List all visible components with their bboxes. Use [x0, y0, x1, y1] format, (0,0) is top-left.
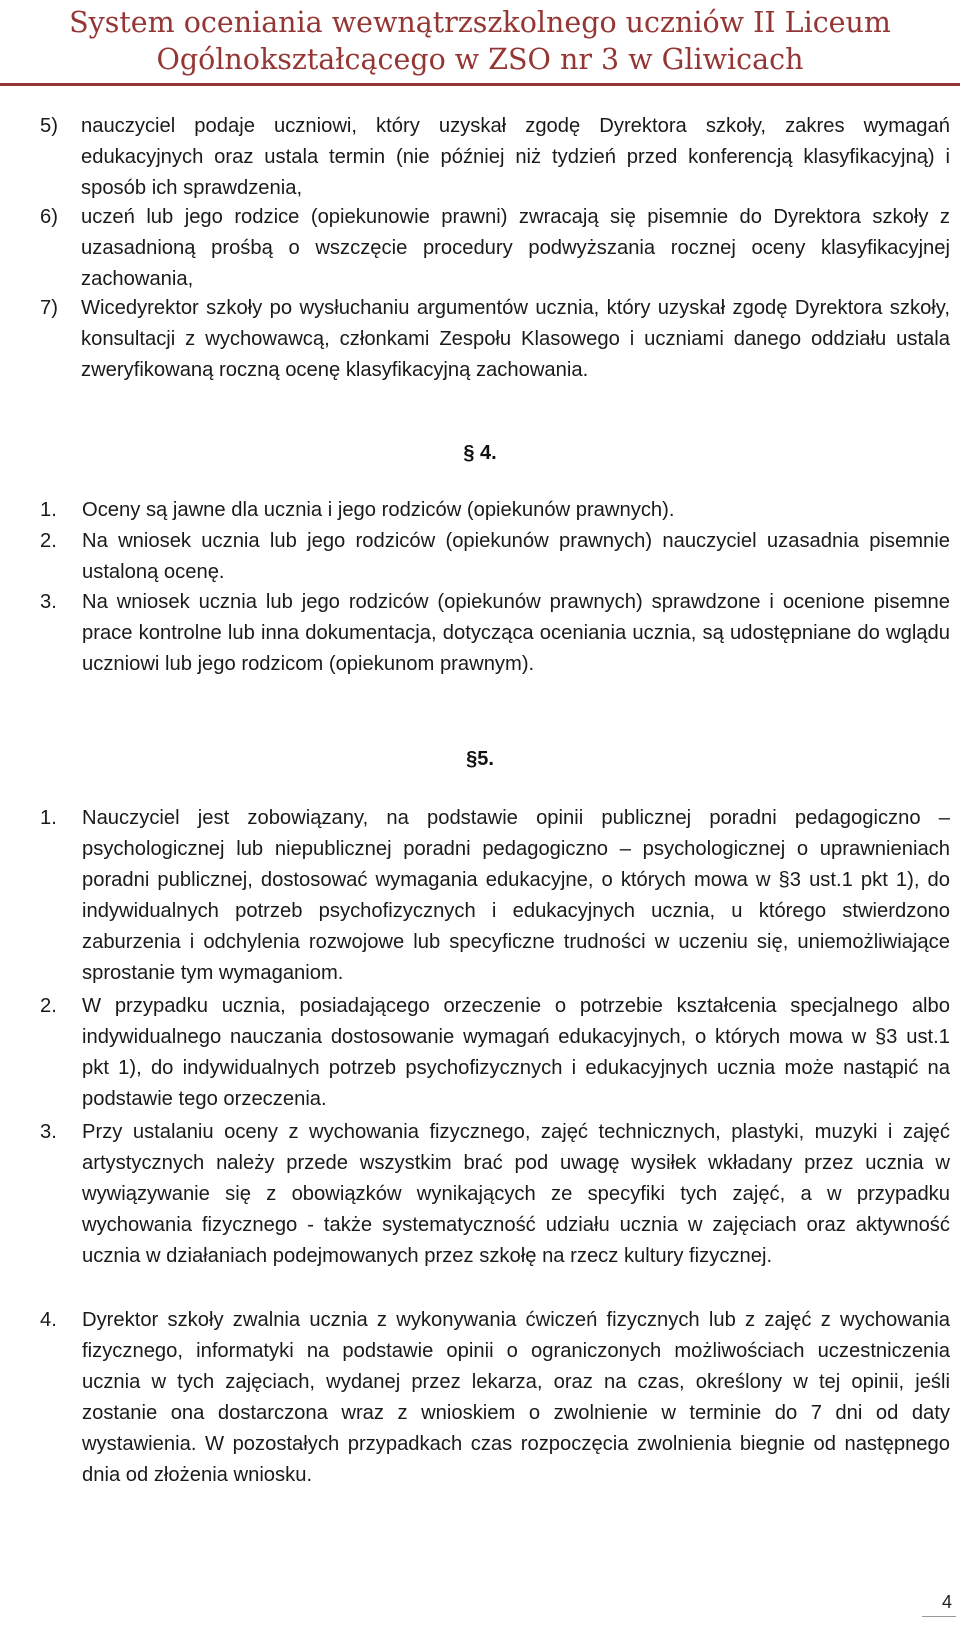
list-item: [40, 587, 950, 680]
list-item-text: Na wniosek ucznia lub jego rodziców (opiekunów prawnych) sprawdzone i ocenione pisemne prace kontrolne lub inna dokumentacja, dotycząca oceniania ucznia, są udostępniane do wglądu uczniowi lub jego rodzicom (opiekunom prawnym).: [82, 591, 950, 675]
list-item-text: Na wniosek ucznia lub jego rodziców (opiekunów prawnych) nauczyciel uzasadnia pisemnie ustaloną ocenę.: [82, 530, 950, 583]
list-item: [40, 1305, 950, 1491]
list-item-text: Przy ustalaniu oceny z wychowania fizycznego, zajęć technicznych, plastyki, muzyki i zajęć artystycznych należy przede wszystkim brać pod uwagę wysiłek wkładany przez ucznia w wywiązywanie się z obowiązków wynikających ze specyfiki tych zajęć, a w przypadku wychowania fizycznego - także systematyczność udziału ucznia w zajęciach oraz aktywność ucznia w działaniach podejmowanych przez szkołę na rzecz kultury fizycznej.: [82, 1121, 950, 1267]
list-item: [40, 111, 950, 204]
page-number-rule: [922, 1616, 956, 1617]
list-item: [40, 526, 950, 588]
list-item: [40, 803, 950, 989]
list-item-text: W przypadku ucznia, posiadającego orzeczenie o potrzebie kształcenia specjalnego albo indywidualnego nauczania dostosowanie wymagań edukacyjnych, o których mowa w §3 ust.1 pkt 1), do indywidualnych potrzeb psychofizycznych i edukacyjnych ucznia może nastąpić na podstawie tego orzeczenia.: [82, 995, 950, 1110]
list-item: [40, 202, 950, 295]
list-item-number: 3.: [40, 1121, 57, 1143]
section-heading-4: § 4.: [463, 442, 497, 464]
page-number: 4: [941, 1592, 952, 1612]
list-item: [40, 991, 950, 1115]
list-item-number: 7): [40, 297, 58, 319]
list-item-number: 2.: [40, 995, 57, 1017]
page-header: [0, 0, 960, 86]
document-title: System oceniania wewnątrzszkolnego uczniów II Liceum Ogólnokształcącego w ZSO nr 3 w Gliwicach: [69, 6, 891, 76]
list-item: [40, 293, 950, 386]
list-item-number: 2.: [40, 530, 57, 552]
list-item-number: 5): [40, 115, 58, 137]
list-item: [40, 1117, 950, 1272]
list-item-text: Nauczyciel jest zobowiązany, na podstawie opinii publicznej poradni pedagogiczno – psychologicznej lub niepublicznej poradni pedagogiczno – psychologicznej o uprawnieniach poradni publicznej, dostosować wymagania edukacyjne, o których mowa w §3 ust.1 pkt 1), do indywidualnych potrzeb psychofizycznych i edukacyjnych ucznia, u którego stwierdzono zaburzenia i odchylenia rozwojowe lub specyficzne trudności w uczeniu się, uniemożliwiające sprostanie tym wymaganiom.: [82, 807, 950, 984]
list-item-text: Dyrektor szkoły zwalnia ucznia z wykonywania ćwiczeń fizycznych lub z zajęć z wychowania fizycznego, informatyki na podstawie opinii o ograniczonych możliwościach uczestniczenia ucznia w tych zajęciach, wydanej przez lekarza, oraz na czas, określony w tej opinii, jeśli zostanie ona dostarczona wraz z wnioskiem o zwolnienie w terminie do 7 dni od daty wystawienia. W pozostałych przypadkach czas rozpoczęcia zwolnienia biegnie od następnego dnia od złożenia wniosku.: [82, 1309, 950, 1486]
list-item-number: 1.: [40, 807, 57, 829]
list-item-text: Oceny są jawne dla ucznia i jego rodziców (opiekunów prawnych).: [82, 499, 675, 521]
list-item-number: 1.: [40, 499, 57, 521]
list-item: [40, 495, 950, 526]
section-heading-5: §5.: [466, 748, 494, 770]
list-item-number: 3.: [40, 591, 57, 613]
list-item-text: nauczyciel podaje uczniowi, który uzyskał zgodę Dyrektora szkoły, zakres wymagań edukacyjnych oraz ustala termin (nie później niż tydzień przed konferencją klasyfikacyjną) i sposób ich sprawdzenia,: [81, 115, 950, 199]
list-item-text: uczeń lub jego rodzice (opiekunowie prawni) zwracają się pisemnie do Dyrektora szkoły z uzasadnioną prośbą o wszczęcie procedury podwyższania rocznej oceny klasyfikacyjnej zachowania,: [81, 206, 950, 290]
list-item-number: 6): [40, 206, 58, 228]
list-item-number: 4.: [40, 1309, 57, 1331]
list-item-text: Wicedyrektor szkoły po wysłuchaniu argumentów ucznia, który uzyskał zgodę Dyrektora szkoły, konsultacji z wychowawcą, członkami Zespołu Klasowego i uczniami danego oddziału ustala zweryfikowaną roczną ocenę klasyfikacyjną zachowania.: [81, 297, 950, 381]
